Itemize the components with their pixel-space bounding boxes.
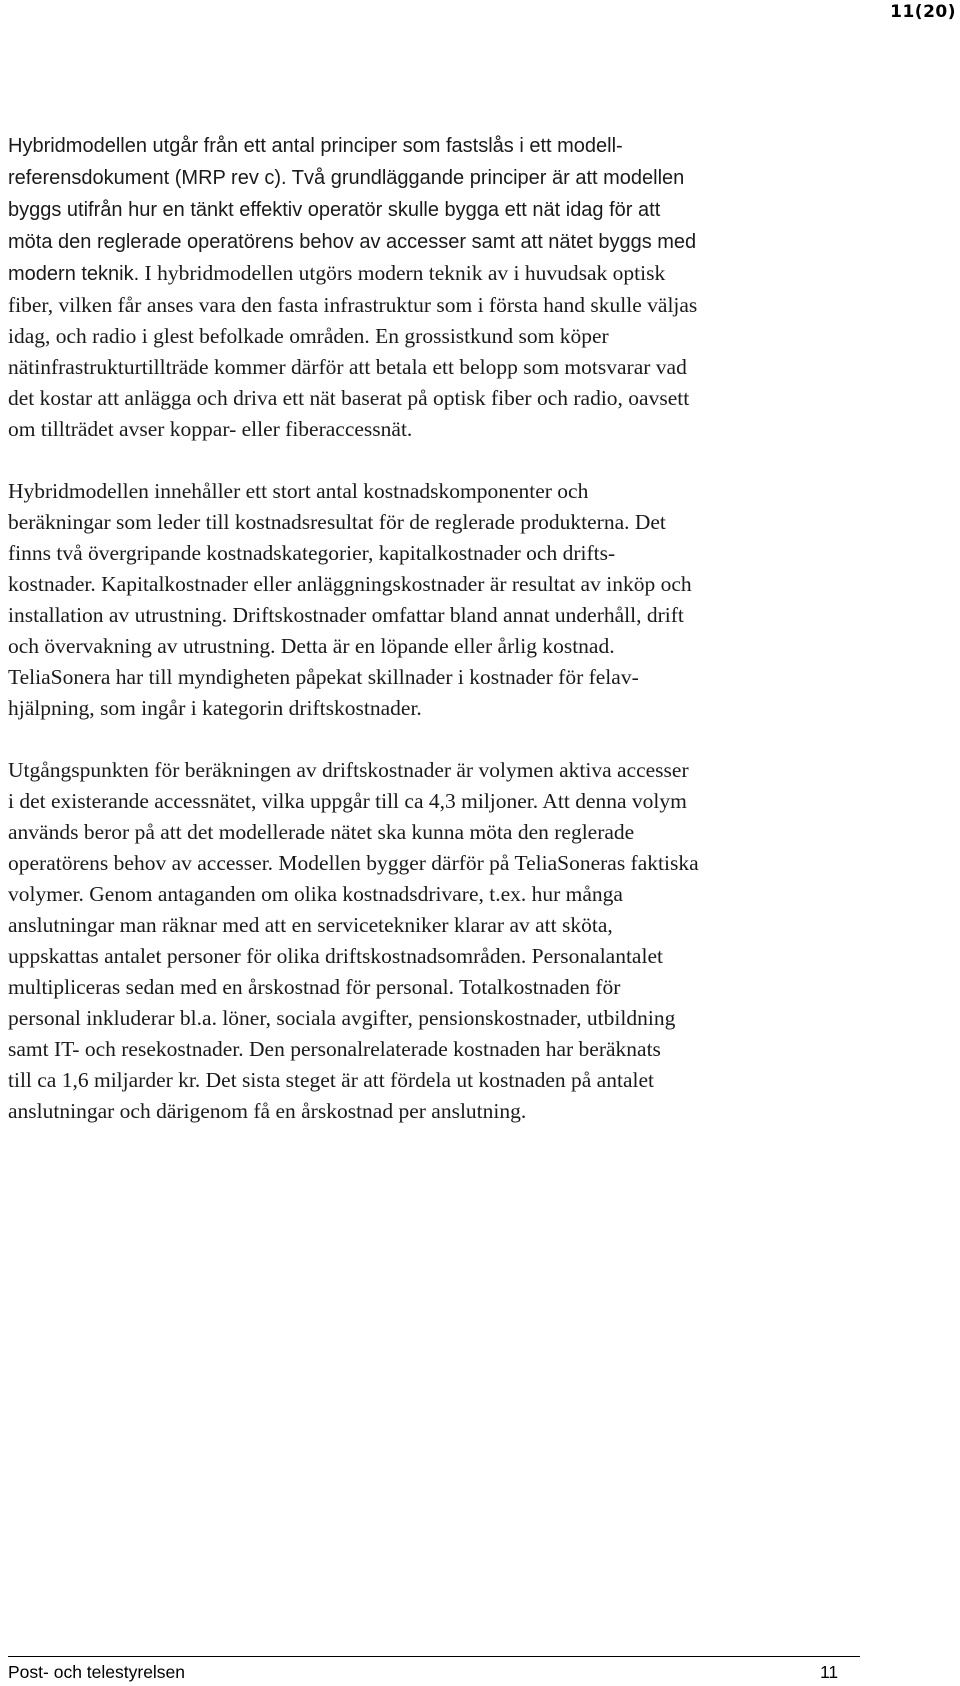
footer-divider [8, 1656, 860, 1657]
paragraph-serif-segment: I hybridmodellen utgörs modern teknik av i huvudsak optisk fiber, vilken får anses vara den fasta infrastruktur som i första hand skulle väljas idag, och radio i glest befolkade områden. En grossistkund som köper nätinfrastrukturtillträde kommer därför att betala ett belopp som motsvarar vad det kostar att anlägga och driva ett nät baserat på optisk fiber och radio, oavsett om tillträdet avser koppar- eller fiberaccessnät. [8, 261, 698, 441]
paragraph-cost-components: Hybridmodellen innehåller ett stort antal kostnadskomponenter och beräkningar som leder till kostnadsresultat för de reglerade produkterna. Det finns två övergripande kostnadskategorier, kapitalkostnader och drifts- kostnader. Kapitalkostnader eller anläggningskostnader är resultat av inköp och installation av utrustning. Driftskostnader omfattar bland annat underhåll, drift och övervakning av utrustning. Detta är en löpande eller årlig kostnad. TeliaSonera har till myndigheten påpekat skillnader i kostnader för felav- hjälpning, som ingår i kategorin driftskostnader. [8, 479, 692, 720]
footer-organization: Post- och telestyrelsen [8, 1662, 186, 1682]
paragraph-hybrid-model-principles [8, 130, 948, 445]
footer-page-number: 11 [820, 1662, 839, 1682]
paragraph-sans-segment: Hybridmodellen utgår från ett antal principer som fastslås i ett modell- referensdokument (MRP rev c). Två grundläggande principer är att modellen byggs utifrån hur en tänkt effektiv operatör skulle bygga ett nät idag för att möta den reglerade operatörens behov av accesser samt att nätet byggs med modern teknik. [8, 135, 697, 285]
paragraph-operating-costs: Utgångspunkten för beräkningen av driftskostnader är volymen aktiva accesser i det existerande accessnätet, vilka uppgår till ca 4,3 miljoner. Att denna volym används beror på att det modellerade nätet ska kunna möta den reglerade operatörens behov av accesser. Modellen bygger därför på TeliaSoneras faktiska volymer. Genom antaganden om olika kostnadsdrivare, t.ex. hur många anslutningar man räknar med att en servicetekniker klarar av att sköta, uppskattas antalet personer för olika driftskostnadsområden. Personalantalet multipliceras sedan med en årskostnad för personal. Totalkostnaden för personal inkluderar bl.a. löner, sociala avgifter, pensionskostnader, utbildning samt IT- och resekostnader. Den personalrelaterade kostnaden har beräknats till ca 1,6 miljarder kr. Det sista steget är att fördela ut kostnaden på antalet anslutningar och därigenom få en årskostnad per anslutning. [8, 758, 699, 1123]
page-number-header: 11(20) [890, 2, 956, 22]
